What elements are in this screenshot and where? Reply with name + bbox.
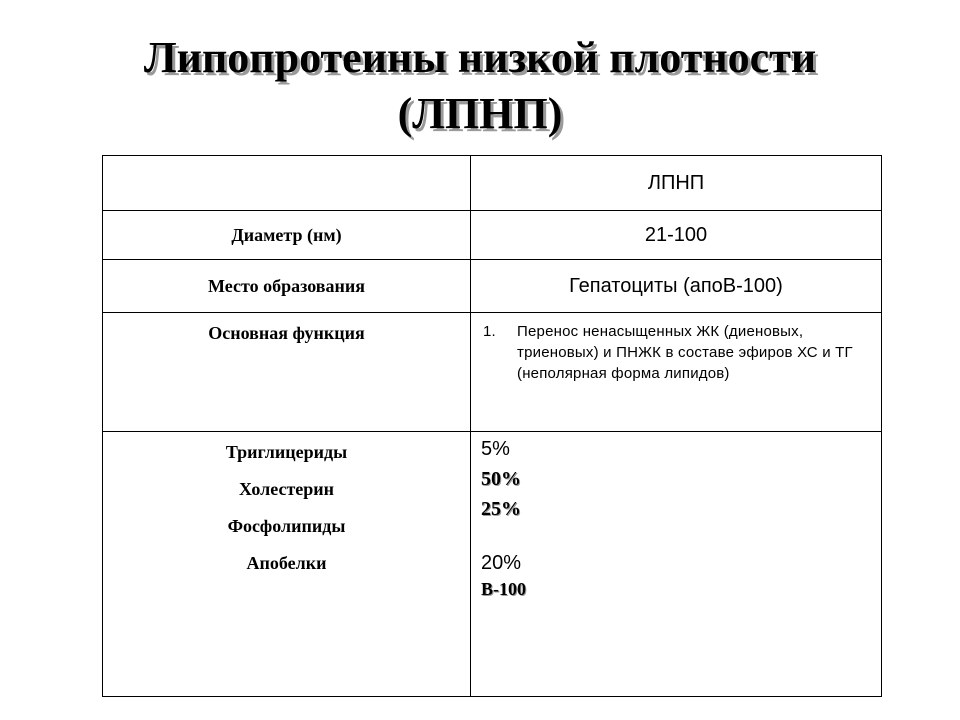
function-label: Основная функция — [103, 313, 471, 432]
table-row-header — [103, 156, 882, 211]
slide-title-line2: (ЛПНП) — [397, 89, 563, 138]
phospholipids-value: 25% — [481, 498, 521, 520]
cholesterol-value: 50% — [481, 468, 521, 490]
ldl-table — [102, 155, 882, 697]
diameter-label: Диаметр (нм) — [103, 211, 471, 260]
column-header-ldl: ЛПНП — [471, 156, 882, 211]
table-row-function — [103, 313, 882, 432]
slide-title — [0, 30, 960, 142]
apoprotein-type-value: В-100 — [481, 579, 526, 599]
apoproteins-value: 20% — [481, 552, 522, 574]
function-list-item — [483, 321, 869, 384]
function-value — [471, 313, 882, 432]
table-row-place — [103, 260, 882, 313]
slide-title-line1: Липопротеины низкой плотности — [143, 33, 817, 82]
spacer — [481, 524, 881, 548]
place-label: Место образования — [103, 260, 471, 313]
function-list — [483, 321, 869, 384]
function-item-text: Перенос ненасыщенных ЖК (диеновых, триеновых) и ПНЖК в составе эфиров ХС и ТГ (неполярная форма липидов) — [517, 323, 853, 382]
triglycerides-label: Триглицериды — [225, 442, 348, 462]
place-value: Гепатоциты (апоВ-100) — [471, 260, 882, 313]
table-row-diameter — [103, 211, 882, 260]
triglycerides-value: 5% — [481, 438, 510, 460]
phospholipids-label: Фосфолипиды — [227, 516, 346, 536]
diameter-value: 21-100 — [471, 211, 882, 260]
empty-header-cell — [103, 156, 471, 211]
composition-labels — [103, 432, 471, 697]
cholesterol-label: Холестерин — [238, 479, 335, 499]
apoproteins-label: Апобелки — [246, 553, 327, 573]
table-row-composition — [103, 432, 882, 697]
composition-values — [471, 432, 882, 697]
function-item-number: 1. — [483, 323, 496, 340]
